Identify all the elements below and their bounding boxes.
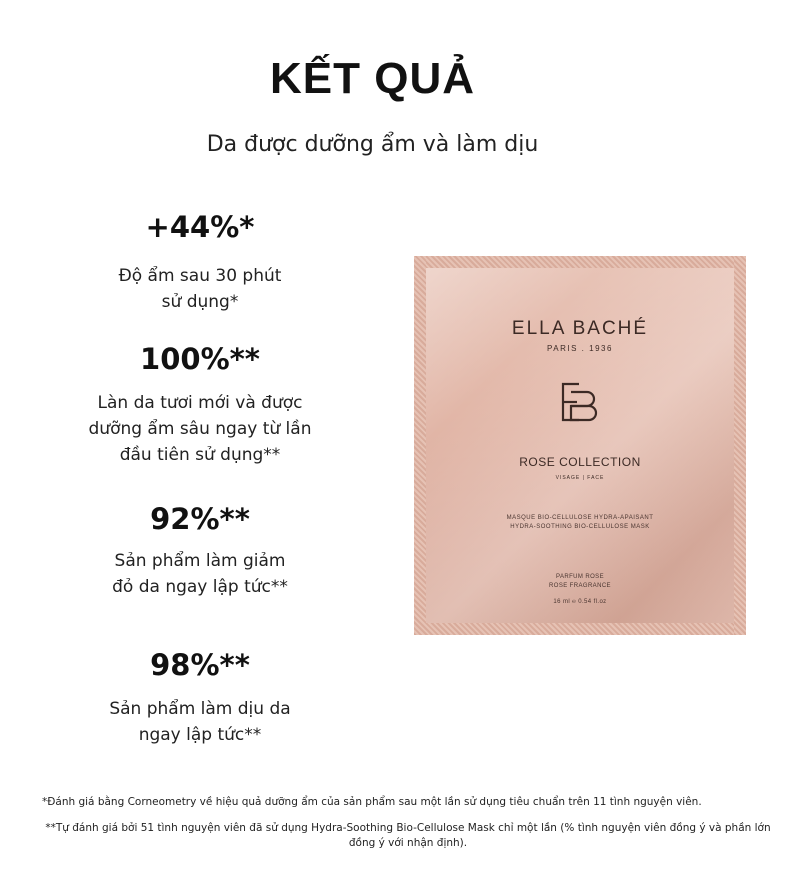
product-fragrance bbox=[414, 573, 746, 591]
product-brand: ELLA BACHÉ bbox=[511, 318, 649, 339]
product-fragrance-fr: PARFUM ROSE bbox=[556, 574, 604, 580]
stat-block bbox=[60, 210, 340, 315]
footnote: **Tự đánh giá bởi 51 tình nguyện viên đã sử dụng Hydra-Soothing Bio-Cellulose Mask chỉ một lần (% tình nguyện viên đồng ý và phần lớn đồng ý với nhận định). bbox=[45, 822, 771, 849]
stat-description: Làn da tươi mới và được dưỡng ẩm sâu ngay từ lần đầu tiên sử dụng** bbox=[88, 393, 312, 465]
product-usage: VISAGE | FACE bbox=[555, 475, 605, 481]
stat-value: 92%** bbox=[150, 502, 250, 536]
stat-description: Sản phẩm làm dịu da ngay lập tức** bbox=[109, 699, 291, 745]
product-collection: ROSE COLLECTION bbox=[519, 455, 641, 469]
product-name bbox=[414, 514, 746, 532]
product-fragrance-en: ROSE FRAGRANCE bbox=[549, 583, 611, 589]
stat-description: Sản phẩm làm giảm đỏ da ngay lập tức** bbox=[112, 551, 288, 597]
sachet-seal-bottom bbox=[414, 623, 746, 635]
product-brand-sub: PARIS . 1936 bbox=[547, 344, 613, 353]
stat-block bbox=[60, 648, 340, 748]
product-volume: 16 ml ℮ 0.54 fl.oz bbox=[553, 599, 607, 605]
stat-value: 98%** bbox=[150, 648, 250, 682]
product-sachet-image bbox=[414, 256, 746, 635]
sachet-seal-top bbox=[414, 256, 746, 268]
product-name-fr: MASQUE BIO-CELLULOSE HYDRA-APAISANT bbox=[506, 515, 654, 521]
stat-block bbox=[60, 502, 340, 600]
page-subtitle: Da được dưỡng ẩm và làm dịu bbox=[206, 132, 539, 157]
stat-block bbox=[60, 342, 340, 468]
stat-value: +44%* bbox=[145, 210, 255, 244]
stat-value: 100%** bbox=[140, 342, 260, 376]
stat-description: Độ ẩm sau 30 phút sử dụng* bbox=[118, 266, 282, 312]
eb-monogram-icon bbox=[557, 381, 603, 423]
product-name-en: HYDRA-SOOTHING BIO-CELLULOSE MASK bbox=[510, 524, 650, 530]
page-title: KẾT QUẢ bbox=[270, 54, 475, 103]
footnote: *Đánh giá bằng Corneometry về hiệu quả dưỡng ẩm của sản phẩm sau một lần sử dụng tiêu chuẩn trên 11 tình nguyện viên. bbox=[42, 796, 702, 808]
